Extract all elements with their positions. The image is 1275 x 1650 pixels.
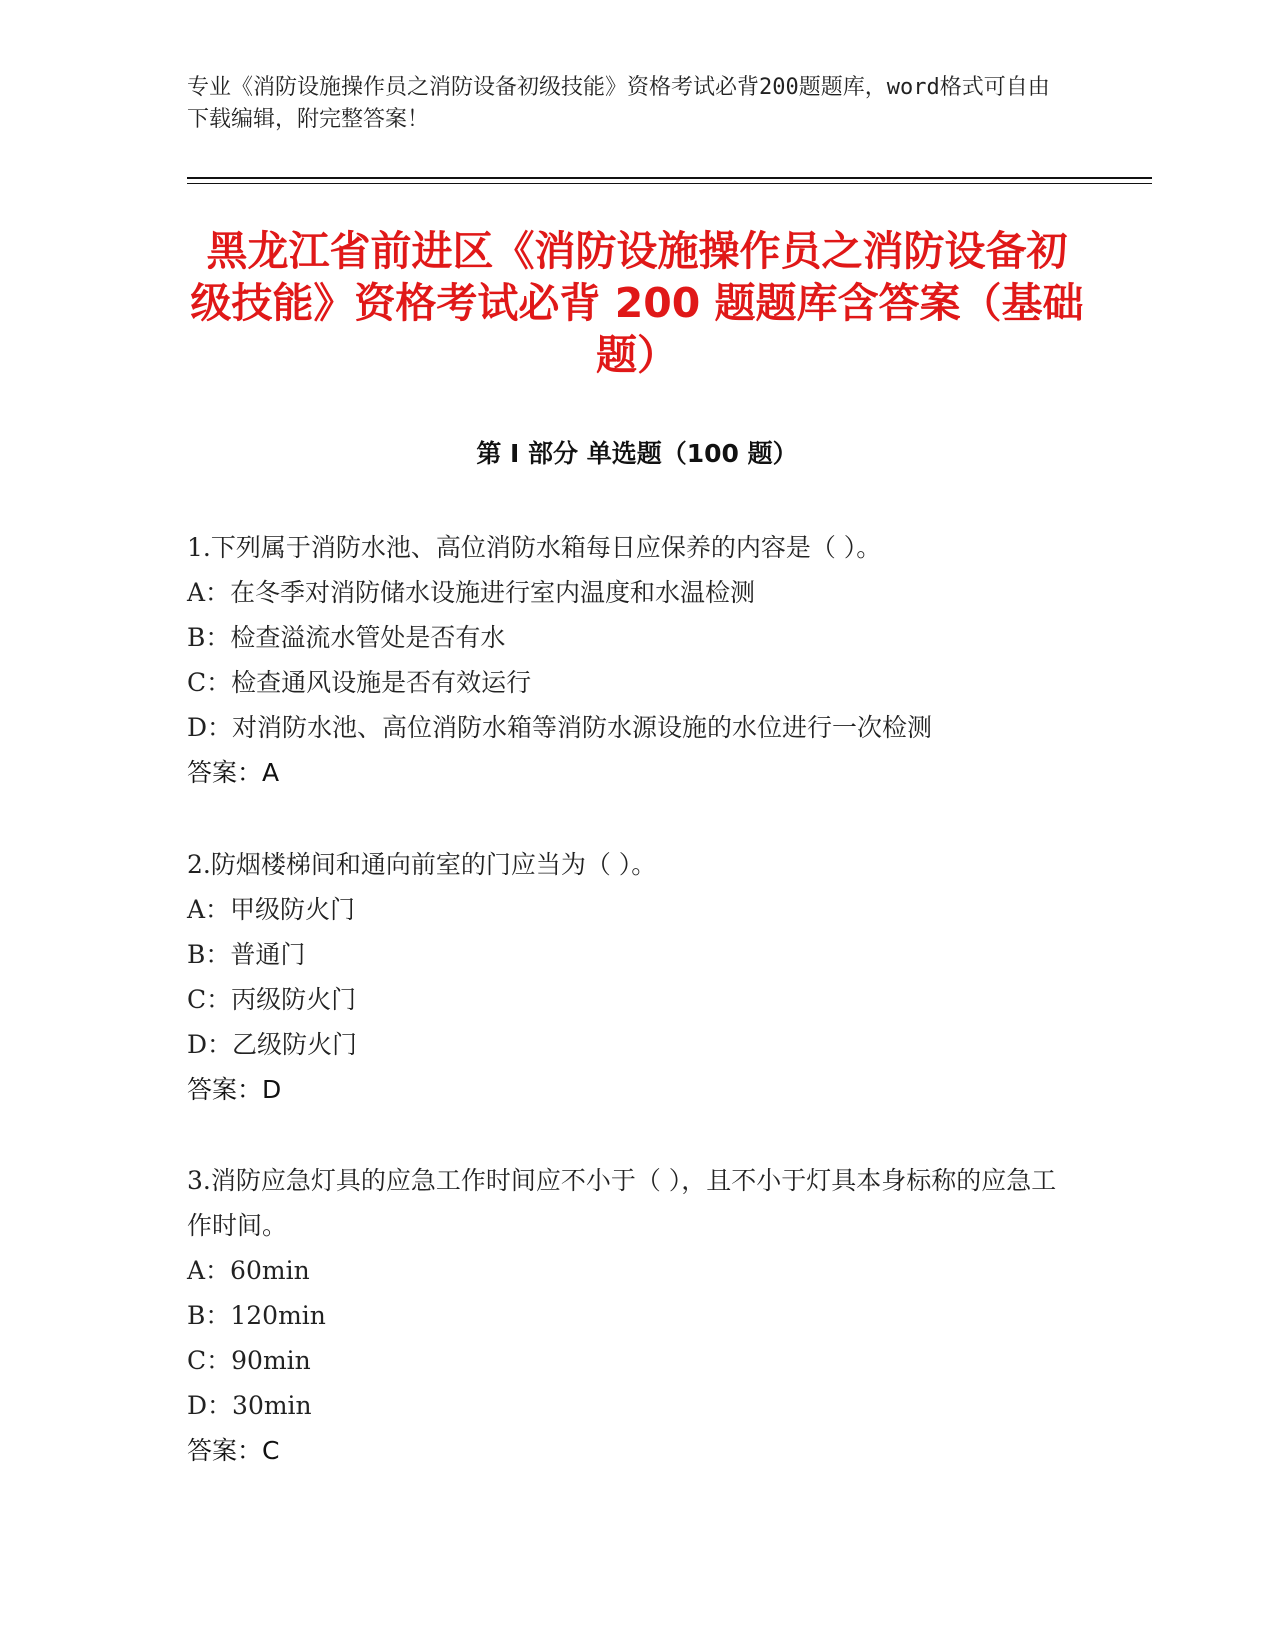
question-stem: 2.防烟楼梯间和通向前室的门应当为（ ）。 <box>187 850 657 879</box>
option-a: A：60min <box>187 1256 310 1285</box>
question-3 <box>187 1158 1067 1473</box>
option-c: C：检查通风设施是否有效运行 <box>187 668 532 697</box>
header-divider-thin <box>187 183 1152 184</box>
option-a: A：甲级防火门 <box>187 895 356 924</box>
answer: 答案：A <box>187 758 280 787</box>
header-divider <box>187 177 1152 179</box>
answer: 答案：C <box>187 1436 280 1465</box>
option-b: B：检查溢流水管处是否有水 <box>187 623 506 652</box>
option-d: D：对消防水池、高位消防水箱等消防水源设施的水位进行一次检测 <box>187 713 933 742</box>
option-d: D：乙级防火门 <box>187 1030 358 1059</box>
question-stem: 3.消防应急灯具的应急工作时间应不小于（ ），且不小于灯具本身标称的应急工作时间。 <box>187 1166 1057 1240</box>
option-b: B：普通门 <box>187 940 306 969</box>
option-c: C：丙级防火门 <box>187 985 357 1014</box>
question-stem: 1.下列属于消防水池、高位消防水箱每日应保养的内容是（ ）。 <box>187 533 882 562</box>
section-heading: 第 I 部分 单选题（100 题） <box>476 439 798 468</box>
option-a: A：在冬季对消防储水设施进行室内温度和水温检测 <box>187 578 756 607</box>
answer: 答案：D <box>187 1075 282 1104</box>
document-title: 黑龙江省前进区《消防设施操作员之消防设备初级技能》资格考试必背 200 题题库含答案（基础题） <box>190 227 1084 379</box>
option-b: B：120min <box>187 1301 326 1330</box>
question-1 <box>187 525 1067 795</box>
header-note: 专业《消防设施操作员之消防设备初级技能》资格考试必背200题题库，word格式可自由下载编辑，附完整答案！ <box>187 75 1050 132</box>
option-c: C：90min <box>187 1346 311 1375</box>
option-d: D：30min <box>187 1391 312 1420</box>
question-2 <box>187 842 1067 1112</box>
